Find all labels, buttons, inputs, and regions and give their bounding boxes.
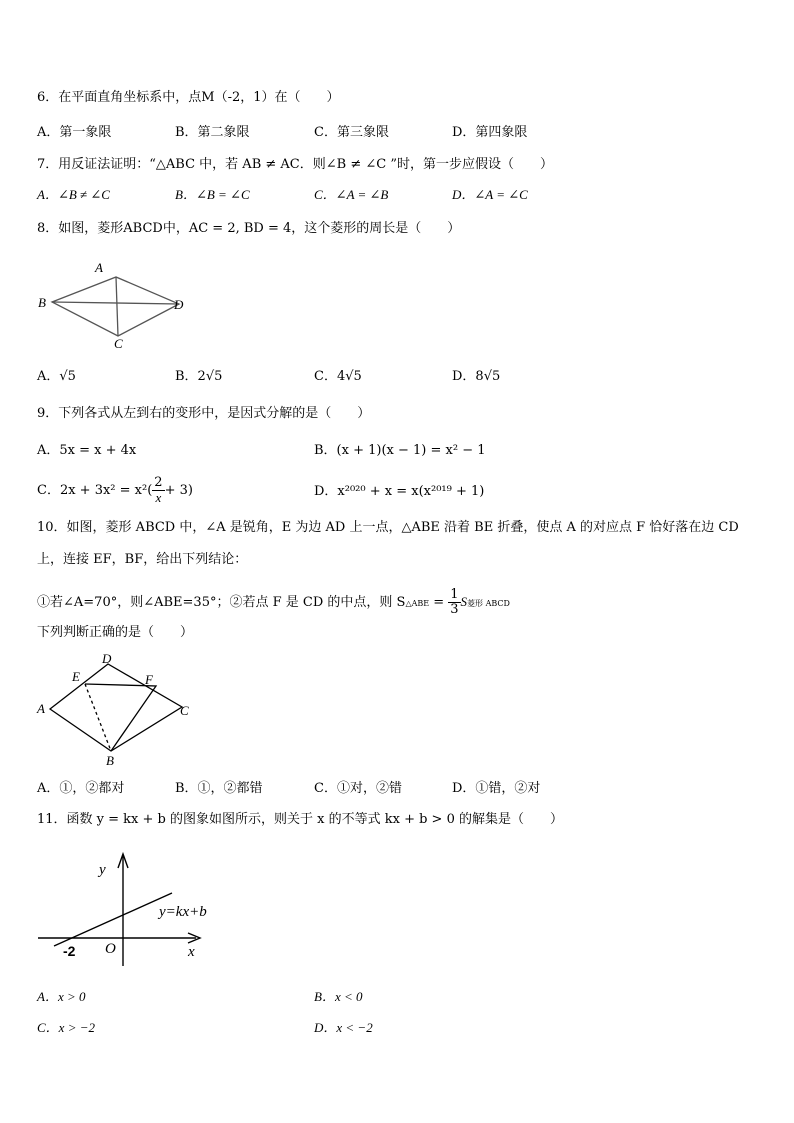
q8-option-b: B．2√5 [175, 369, 223, 384]
label-y: y [99, 862, 106, 878]
q11-option-c: C．x > −2 [37, 1020, 95, 1035]
label-d: D [102, 652, 112, 666]
label-b: B [38, 295, 46, 310]
rhombus-abcd [50, 664, 182, 751]
rhombus-abcd [52, 277, 179, 336]
label-b: B [106, 753, 114, 768]
q10-fraction [448, 588, 460, 617]
q10-stem-line2: 上，连接 EF，BF，给出下列结论： [37, 552, 248, 567]
q7-option-c: C．∠A = ∠B [314, 187, 389, 202]
q9-option-a: A．5x = x + 4x [37, 443, 137, 458]
q10-option-b: B．①，②都错 [175, 781, 263, 796]
q9-option-c [37, 476, 193, 505]
q6-option-a: A．第一象限 [37, 125, 112, 140]
q6-option-b: B．第二象限 [175, 125, 250, 140]
q10-equals: = [429, 595, 449, 610]
q6-option-d: D．第四象限 [452, 125, 528, 140]
label-a: A [95, 260, 103, 275]
q10-option-a: A．①，②都对 [37, 781, 125, 796]
q10-stem-line1: 10．如图，菱形 ABCD 中，∠A 是锐角，E 为边 AD 上一点，△ABE 沿着 BE 折叠，使点 A 的对应点 F 恰好落在边 CD [37, 520, 739, 535]
q11-stem: 11．函数 y = kx + b 的图象如图所示，则关于 x 的不等式 kx + b > 0 的解集是（ ） [37, 812, 563, 827]
q10-option-c: C．①对，②错 [314, 781, 402, 796]
q8-stem: 8．如图，菱形ABCD中，AC = 2, BD = 4，这个菱形的周长是（ ） [37, 221, 461, 236]
label-minus-two: -2 [63, 943, 76, 959]
q10-stem-line3 [37, 588, 510, 617]
fold-line-eb [85, 684, 111, 751]
q10-option-d: D．①错，②对 [452, 781, 541, 796]
label-f: F [145, 672, 153, 687]
q9-option-b: B．(x + 1)(x − 1) = x² − 1 [314, 443, 486, 458]
label-c: C [180, 703, 189, 718]
label-line-equation: y=kx+b [159, 904, 207, 920]
label-x: x [188, 944, 195, 960]
q11-option-d: D．x < −2 [314, 1020, 373, 1035]
q10-rhombus-figure [34, 652, 204, 770]
q11-option-b: B．x < 0 [314, 989, 363, 1004]
q11-option-a: A．x > 0 [37, 989, 86, 1004]
q9-option-c-tail: + 3) [164, 483, 193, 498]
q10-stem-line4: 下列判断正确的是（ ） [37, 625, 194, 640]
label-c: C [114, 336, 123, 351]
q9-option-d: D．x²⁰²⁰ + x = x(x²⁰¹⁹ + 1) [314, 484, 485, 499]
q10-conclusions-text: ①若∠A=70°，则∠ABE=35°；②若点 F 是 CD 的中点，则 S [37, 595, 406, 610]
fraction-numerator: 1 [450, 587, 459, 602]
q10-sub-abe: △ABE [405, 599, 430, 608]
q8-option-d: D．8√5 [452, 369, 501, 384]
q8-option-a: A．√5 [37, 369, 76, 384]
q7-stem: 7．用反证法证明：“△ABC 中，若 AB ≠ AC．则∠B ≠ ∠C ”时，第一步应假设（ ） [37, 157, 553, 172]
q9-option-c-text: C．2x + 3x² = x²( [37, 483, 153, 498]
fraction-denominator: 3 [450, 602, 459, 617]
q9-option-c-fraction [152, 476, 164, 505]
fraction-numerator: 2 [154, 475, 163, 490]
q9-stem: 9．下列各式从左到右的变形中，是因式分解的是（ ） [37, 406, 371, 421]
q10-s-symbol: S [460, 594, 468, 609]
q6-stem: 6．在平面直角坐标系中，点M（-2，1）在（ ） [37, 90, 340, 105]
label-origin: O [105, 941, 116, 957]
q11-graph-figure [34, 848, 234, 966]
q8-rhombus-figure [36, 260, 196, 352]
label-e: E [72, 669, 80, 684]
label-a: A [37, 701, 45, 716]
q6-option-c: C．第三象限 [314, 125, 389, 140]
diagonal-bd [52, 302, 179, 304]
q7-option-a: A．∠B ≠ ∠C [37, 187, 110, 202]
label-d: D [174, 297, 184, 312]
fraction-denominator: x [155, 490, 162, 505]
q10-sub-rhombus: 菱形 ABCD [467, 599, 510, 608]
q8-option-c: C．4√5 [314, 369, 362, 384]
q7-option-d: D．∠A = ∠C [452, 187, 528, 202]
q7-option-b: B．∠B = ∠C [175, 187, 250, 202]
diagonal-ac [116, 277, 118, 336]
